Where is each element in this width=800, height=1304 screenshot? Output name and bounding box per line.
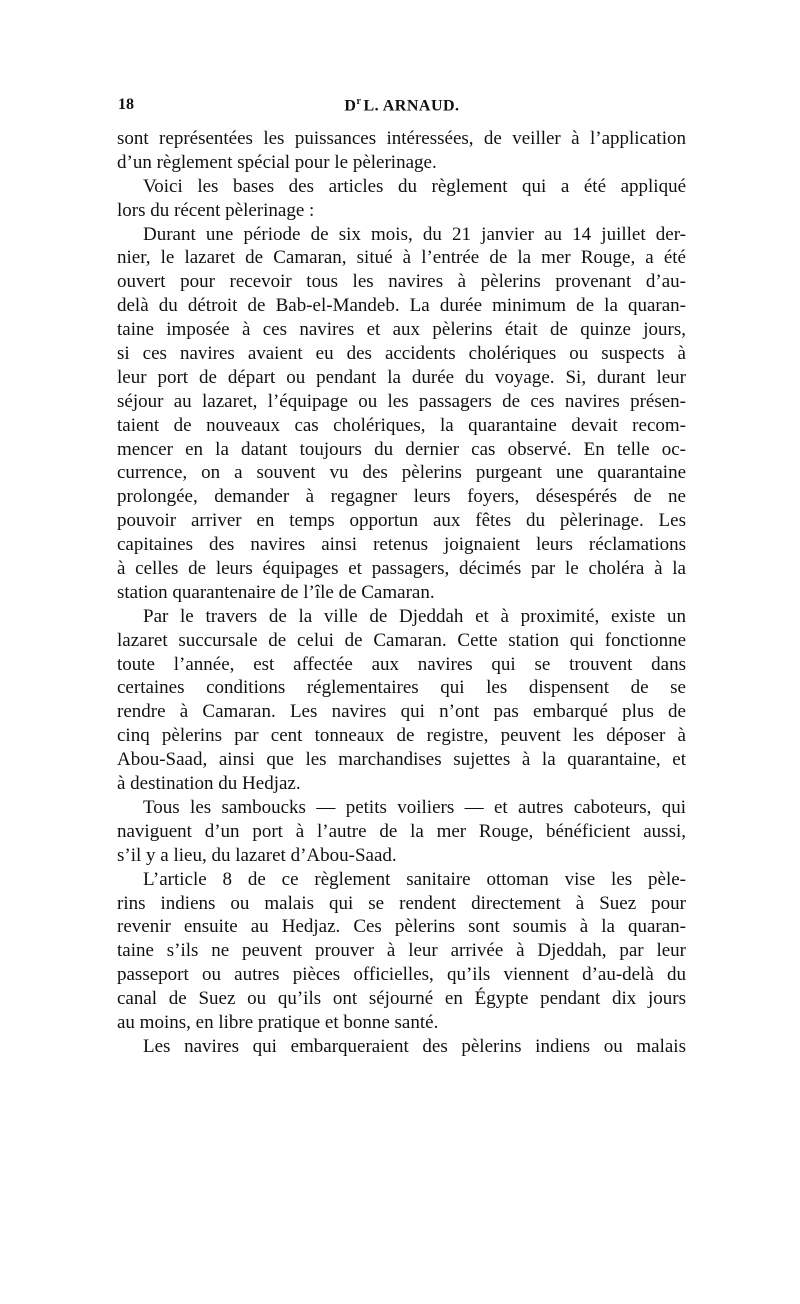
text-line: s’il y a lieu, du lazaret d’Abou-Saad. — [117, 844, 397, 866]
body-text — [117, 127, 686, 1059]
author-name: L. ARNAUD. — [363, 97, 460, 115]
text-line: toute l’année, est affectée aux navires qui se trouvent dans — [117, 653, 686, 675]
text-line: Abou-Saad, ainsi que les marchandises sujettes à la quarantaine, et — [117, 749, 686, 771]
text-line: naviguent d’un port à l’autre de la mer Rouge, bénéficient aussi, — [117, 820, 686, 842]
text-line: si ces navires avaient eu des accidents cholériques ou suspects à — [117, 343, 686, 365]
text-line: taine imposée à ces navires et aux pèlerins était de quinze jours, — [117, 319, 686, 341]
author-prefix: D — [344, 97, 357, 115]
text-line: pouvoir arriver en temps opportun aux fêtes du pèlerinage. Les — [117, 510, 686, 532]
text-line: rins indiens ou malais qui se rendent directement à Suez pour — [117, 892, 686, 914]
text-line: séjour au lazaret, l’équipage ou les passagers de ces navires présen- — [117, 390, 686, 412]
text-line: leur port de départ ou pendant la durée du voyage. Si, durant leur — [117, 366, 686, 388]
text-line: station quarantenaire de l’île de Camaran. — [117, 581, 435, 603]
text-line: taient de nouveaux cas cholériques, la quarantaine devait recom- — [117, 414, 686, 436]
text-line: delà du détroit de Bab-el-Mandeb. La durée minimum de la quaran- — [117, 295, 686, 317]
page-number: 18 — [118, 96, 134, 113]
text-line: au moins, en libre pratique et bonne santé. — [117, 1011, 439, 1033]
text-line: nier, le lazaret de Camaran, situé à l’entrée de la mer Rouge, a été — [117, 247, 686, 269]
text-line: L’article 8 de ce règlement sanitaire ottoman vise les pèle- — [143, 868, 686, 890]
text-line: mencer en la datant toujours du dernier cas observé. En telle oc- — [117, 438, 686, 460]
text-line: sont représentées les puissances intéressées, de veiller à l’application — [117, 128, 686, 149]
text-line: à celles de leurs équipages et passagers, décimés par le choléra à la — [117, 558, 686, 580]
text-line: d’un règlement spécial pour le pèlerinage. — [117, 151, 437, 173]
text-line: capitaines des navires ainsi retenus joignaient leurs réclamations — [117, 534, 686, 556]
text-line: taine s’ils ne peuvent prouver à leur arrivée à Djeddah, par leur — [117, 940, 686, 962]
text-line: Tous les samboucks — petits voiliers — et autres caboteurs, qui — [143, 796, 686, 818]
text-line: lors du récent pèlerinage : — [117, 199, 315, 221]
text-line: lazaret succursale de celui de Camaran. Cette station qui fonctionne — [117, 629, 686, 651]
text-line: Les navires qui embarqueraient des pèlerins indiens ou malais — [143, 1035, 686, 1057]
text-line: passeport ou autres pièces officielles, qu’ils viennent d’au-delà du — [117, 964, 686, 986]
text-line: Par le travers de la ville de Djeddah et à proximité, existe un — [143, 605, 686, 627]
text-line: cinq pèlerins par cent tonneaux de registre, peuvent les déposer à — [117, 725, 686, 747]
text-line: revenir ensuite au Hedjaz. Ces pèlerins sont soumis à la quaran- — [117, 916, 686, 938]
text-line: certaines conditions réglementaires qui les dispensent de se — [117, 677, 686, 699]
text-line: rendre à Camaran. Les navires qui n’ont pas embarqué plus de — [117, 701, 686, 723]
text-line: Voici les bases des articles du règlement qui a été appliqué — [143, 175, 686, 197]
running-title — [118, 96, 686, 115]
text-line: Durant une période de six mois, du 21 janvier au 14 juillet der- — [143, 223, 686, 245]
text-line: canal de Suez ou qu’ils ont séjourné en Égypte pendant dix jours — [117, 988, 686, 1010]
text-line: ouvert pour recevoir tous les navires à pèlerins provenant d’au- — [117, 271, 686, 293]
author-prefix-superscript: r — [356, 96, 362, 107]
running-header — [118, 96, 686, 120]
text-line: à destination du Hedjaz. — [117, 773, 301, 795]
text-line: currence, on a souvent vu des pèlerins purgeant une quarantaine — [117, 462, 686, 484]
text-line: prolongée, demander à regagner leurs foyers, désespérés de ne — [117, 486, 686, 508]
